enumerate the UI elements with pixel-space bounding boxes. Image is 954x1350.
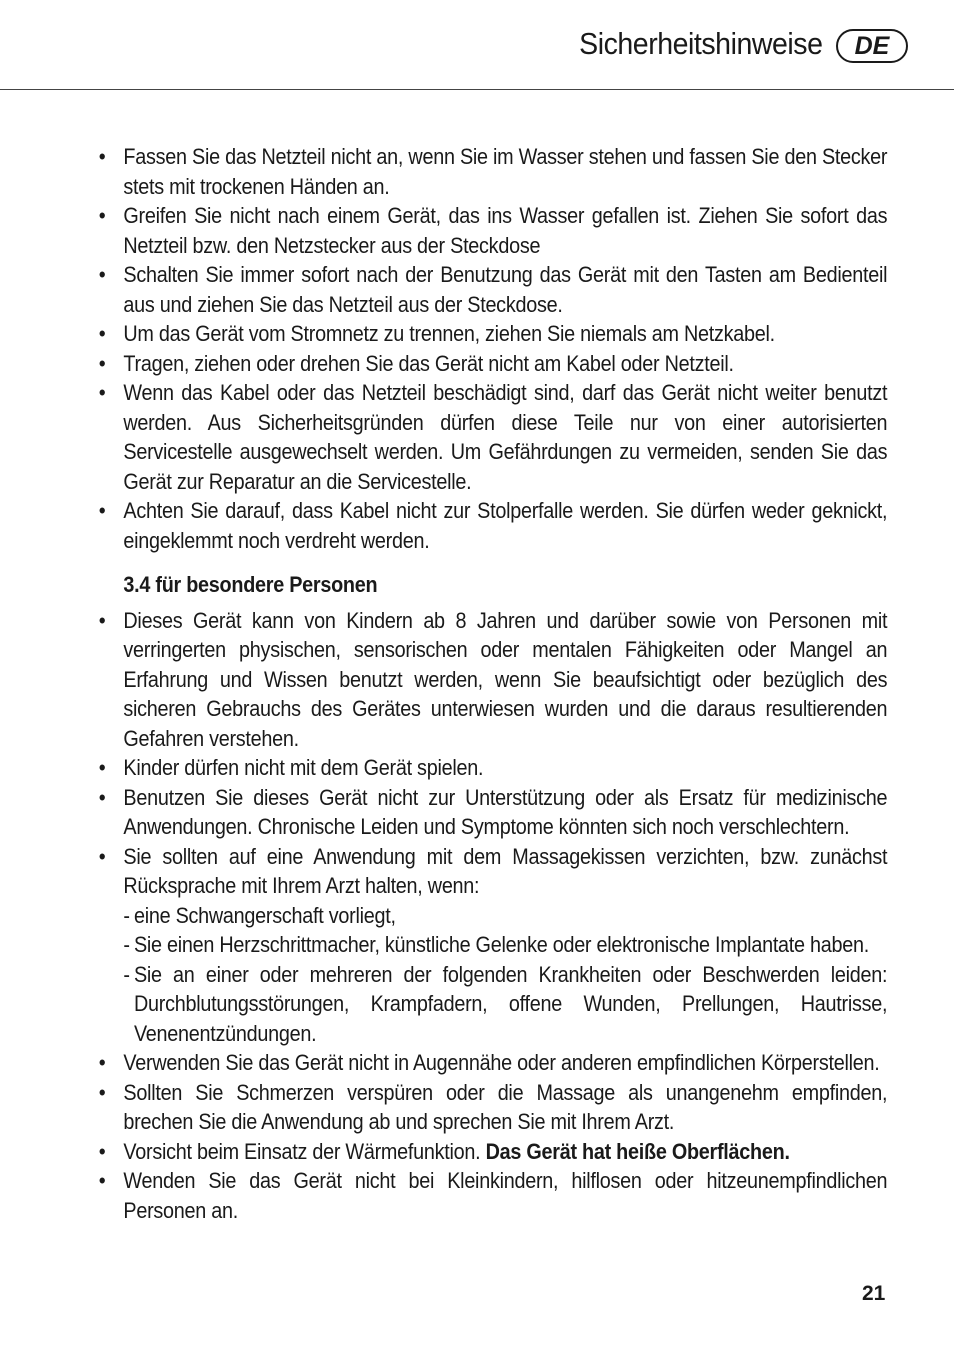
sub-list-item: - eine Schwangerschaft vorliegt,: [123, 901, 887, 931]
list-item: • Schalten Sie immer sofort nach der Benutzung das Gerät mit den Tasten am Bedienteil aus und ziehen Sie das Netzteil aus der Steckdose.: [97, 260, 887, 319]
safety-list-persons: [97, 606, 887, 901]
header-title: Sicherheitshinweise: [578, 26, 822, 61]
list-item: • Um das Gerät vom Stromnetz zu trennen, ziehen Sie niemals am Netzkabel.: [97, 319, 887, 349]
document-body: [97, 142, 887, 1225]
page-header: [0, 0, 954, 92]
section-heading: 3.4 für besondere Personen: [123, 572, 378, 597]
page-number: 21: [862, 1282, 886, 1305]
sub-list-item: - Sie an einer oder mehreren der folgenden Krankheiten oder Beschwerden leiden: Durchblutungsstörungen, Krampfadern, offene Wunden, Prellungen, Hautrisse, Venenentzündungen.: [123, 960, 887, 1049]
header-divider: [0, 89, 954, 90]
list-item: • Achten Sie darauf, dass Kabel nicht zur Stolperfalle werden. Sie dürfen weder geknickt, eingeklemmt noch verdreht werden.: [97, 496, 887, 555]
safety-list-general: [97, 142, 887, 555]
list-item-warmth: [97, 1137, 887, 1167]
list-item: • Dieses Gerät kann von Kindern ab 8 Jahren und darüber sowie von Personen mit verringerten physischen, sensorischen oder mentalen Fähigkeiten oder Mangel an Erfahrung und Wissen benutzt werden, wenn Sie beaufsichtigt oder bezüglich des sicheren Gebrauchs des Gerätes unterwiesen wurden und die daraus resultierenden Gefahren verstehen.: [97, 606, 887, 754]
list-item: • Wenden Sie das Gerät nicht bei Kleinkindern, hilflosen oder hitzeunempfindlichen Personen an.: [97, 1166, 887, 1225]
list-item: • Benutzen Sie dieses Gerät nicht zur Unterstützung oder als Ersatz für medizinische Anwendungen. Chronische Leiden und Symptome könnten sich noch verschlechtern.: [97, 783, 887, 842]
warmth-text: Vorsicht beim Einsatz der Wärmefunktion.: [123, 1138, 486, 1164]
list-item: • Kinder dürfen nicht mit dem Gerät spielen.: [97, 753, 887, 783]
list-item: • Fassen Sie das Netzteil nicht an, wenn Sie im Wasser stehen und fassen Sie den Stecker stets mit trockenen Händen an.: [97, 142, 887, 201]
warmth-warning: Das Gerät hat heiße Oberflächen.: [485, 1138, 790, 1164]
language-badge: DE: [836, 29, 908, 63]
sub-list-item: - Sie einen Herzschrittmacher, künstliche Gelenke oder elektronische Implantate haben.: [123, 930, 887, 960]
safety-list-usage: [97, 1048, 887, 1225]
list-item: • Greifen Sie nicht nach einem Gerät, das ins Wasser gefallen ist. Ziehen Sie sofort das Netzteil bzw. den Netzstecker aus der Steckdose: [97, 201, 887, 260]
list-item: • Sie sollten auf eine Anwendung mit dem Massagekissen verzichten, bzw. zunächst Rücksprache mit Ihrem Arzt halten, wenn:: [97, 842, 887, 901]
list-item: • Tragen, ziehen oder drehen Sie das Gerät nicht am Kabel oder Netzteil.: [97, 349, 887, 379]
list-item: • Verwenden Sie das Gerät nicht in Augennähe oder anderen empfindlichen Körperstellen.: [97, 1048, 887, 1078]
list-item: • Sollten Sie Schmerzen verspüren oder die Massage als unangenehm empfinden, brechen Sie die Anwendung ab und sprechen Sie mit Ihrem Arzt.: [97, 1078, 887, 1137]
list-item: • Wenn das Kabel oder das Netzteil beschädigt sind, darf das Gerät nicht weiter benutzt werden. Aus Sicherheitsgründen dürfen diese Teile nur von einer autorisierten Servicestelle ausgewechselt werden. Um Gefährdungen zu vermeiden, senden Sie das Gerät zur Reparatur an die Servicestelle.: [97, 378, 887, 496]
